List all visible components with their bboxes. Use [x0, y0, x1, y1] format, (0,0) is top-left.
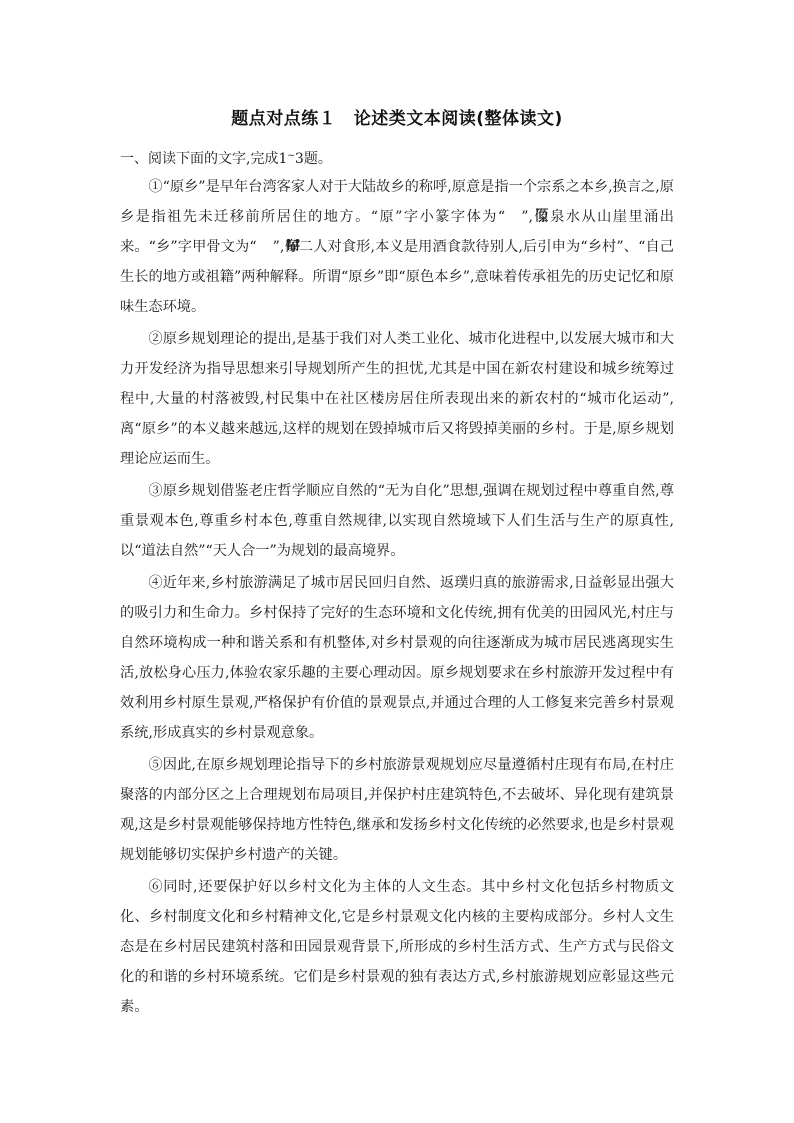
instruction-range-end: 3: [294, 151, 304, 167]
reading-instruction: [120, 146, 332, 169]
page-title: 题点对点练１ 论述类文本阅读(整体读文): [231, 109, 563, 129]
paragraph-6: ⑥同时,还要保护好以乡村文化为主体的人文生态。其中乡村文化包括乡村物质文化、乡村制度文化和乡村精神文化,它是乡村景观文化内核的主要构成部分。乡村人文生态是在乡村居民建筑村落和田园景观背景下,所形成的乡村生活方式、生产方式与民俗文化的和谐的乡村环境系统。它们是乡村景观的独有表达方式,乡村旅游规划应彰显这些元素。: [120, 879, 674, 1015]
instruction-prefix: 一、阅读下面的文字,完成: [120, 151, 279, 167]
paragraph-4: ④近年来,乡村旅游满足了城市居民回归自然、返璞归真的旅游需求,日益彰显出强大的吸引力和生命力。乡村保持了完好的生态环境和文化传统,拥有优美的田园风光,村庄与自然环境构成一种和谐关系和有机整体,对乡村景观的向往逐渐成为城市居民逃离现实生活,放松身心压力,体验农家乐趣的主要心理动因。原乡规划要求在乡村旅游开发过程中有效利用乡村原生景观,严格保护有价值的景观景点,并通过合理的人工修复来完善乡村景观系统,形成真实的乡村景观意象。: [120, 575, 674, 741]
article-body: [120, 172, 674, 1024]
paragraph-2: ②原乡规划理论的提出,是基于我们对人类工业化、城市化进程中,以发展大城市和大力开发经济为指导思想来引导规划所产生的担忧,尤其是中国在新农村建设和城乡统筹过程中,大量的村落被毁,村民集中在社区楼房居住所表现出来的新农村的“城市化运动”,离“原乡”的本义越来越远,这样的规划在毁掉城市后又将毁掉美丽的乡村。于是,原乡规划理论应运而生。: [120, 331, 674, 467]
paragraph-1-part-b: ”,像泉水从山崖里涌出来。“乡”字甲骨文为“: [120, 209, 674, 255]
seal-script-yuan-glyph-icon: [505, 204, 521, 220]
paragraph-1: [120, 172, 674, 322]
paragraph-1-part-c: ”,像二人对食形,本义是用酒食款待别人,后引申为“乡村”、“自己生长的地方或祖籍”两种解释。所谓“原乡”即“原色本乡”,意味着传承祖先的历史记忆和原味生态环境。: [120, 239, 674, 315]
instruction-suffix: 题。: [303, 151, 332, 167]
instruction-range-start: 1: [278, 151, 288, 167]
paragraph-3: ③原乡规划借鉴老庄哲学顺应自然的“无为自化”思想,强调在规划过程中尊重自然,尊重景观本色,尊重乡村本色,尊重自然规律,以实现自然境域下人们生活与生产的原真性,以“道法自然”“天人合一”为规划的最高境界。: [120, 483, 674, 559]
paragraph-5: ⑤因此,在原乡规划理论指导下的乡村旅游景观规划应尽量遵循村庄现有布局,在村庄聚落的内部分区之上合理规划布局项目,并保护村庄建筑特色,不去破坏、异化现有建筑景观,这是乡村景观能够保持地方性特色,继承和发扬乡村文化传统的必然要求,也是乡村景观规划能够切实保护乡村遗产的关键。: [120, 757, 674, 863]
instruction-range-sep: ~: [287, 151, 295, 161]
paragraph-1-part-a: ①“原乡”是早年台湾客家人对于大陆故乡的称呼,原意是指一个宗系之本乡,换言之,原乡是指祖先未迁移前所居住的地方。“原”字小篆字体为“: [120, 179, 674, 225]
oracle-bone-xiang-glyph-icon: [257, 234, 273, 250]
